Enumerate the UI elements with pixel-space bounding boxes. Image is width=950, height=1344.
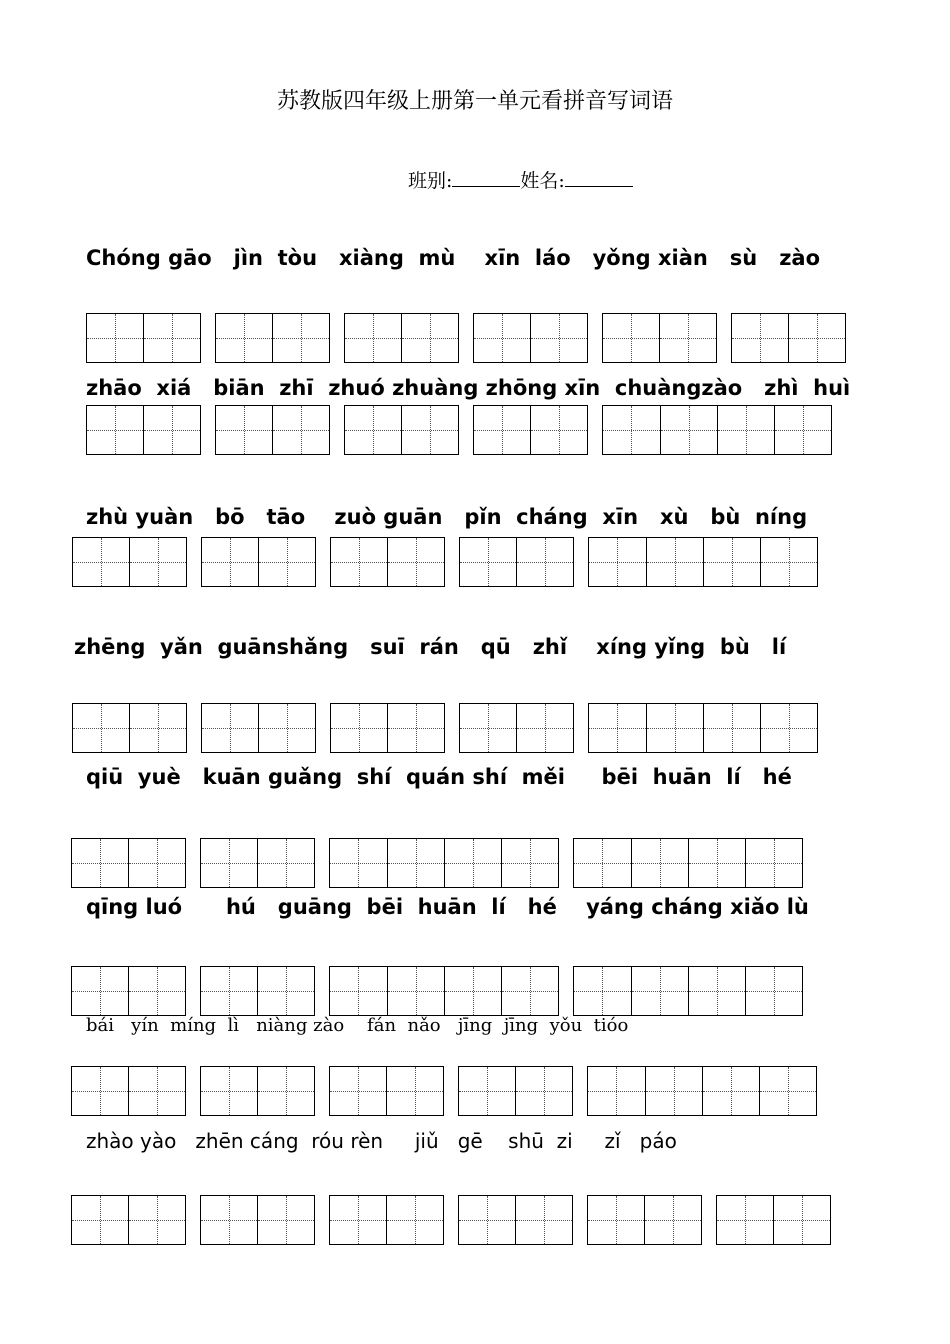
tianzige-box-group[interactable] bbox=[86, 405, 201, 455]
tianzige-cell[interactable] bbox=[444, 967, 501, 1015]
tianzige-cell[interactable] bbox=[387, 967, 444, 1015]
tianzige-cell[interactable] bbox=[644, 1196, 701, 1244]
tianzige-cell[interactable] bbox=[631, 967, 688, 1015]
tianzige-box-group[interactable] bbox=[573, 838, 803, 888]
class-blank[interactable] bbox=[452, 168, 520, 187]
tianzige-cell[interactable] bbox=[387, 839, 444, 887]
tianzige-box-group[interactable] bbox=[329, 1195, 444, 1245]
tianzige-cell[interactable] bbox=[73, 538, 129, 586]
tianzige-cell[interactable] bbox=[202, 538, 258, 586]
tianzige-cell[interactable] bbox=[717, 406, 774, 454]
tianzige-cell[interactable] bbox=[201, 967, 257, 1015]
tianzige-cell[interactable] bbox=[257, 1196, 314, 1244]
tianzige-cell[interactable] bbox=[574, 839, 631, 887]
tianzige-cell[interactable] bbox=[257, 967, 314, 1015]
tianzige-cell[interactable] bbox=[386, 1067, 443, 1115]
tianzige-cell[interactable] bbox=[760, 704, 817, 752]
tianzige-box-group[interactable] bbox=[215, 405, 330, 455]
tianzige-cell[interactable] bbox=[474, 406, 530, 454]
tianzige-box-group[interactable] bbox=[200, 1066, 315, 1116]
tianzige-cell[interactable] bbox=[460, 704, 516, 752]
tianzige-cell[interactable] bbox=[589, 704, 646, 752]
tianzige-box-group[interactable] bbox=[330, 703, 445, 753]
tianzige-cell[interactable] bbox=[272, 314, 329, 362]
tianzige-box-group[interactable] bbox=[587, 1195, 702, 1245]
tianzige-box-group[interactable] bbox=[71, 966, 186, 1016]
tianzige-cell[interactable] bbox=[774, 406, 831, 454]
tianzige-cell[interactable] bbox=[574, 967, 631, 1015]
tianzige-cell[interactable] bbox=[87, 314, 143, 362]
tianzige-cell[interactable] bbox=[703, 538, 760, 586]
tianzige-cell[interactable] bbox=[459, 1067, 515, 1115]
tianzige-cell[interactable] bbox=[702, 1067, 759, 1115]
class-name-line bbox=[408, 166, 633, 193]
tianzige-cell[interactable] bbox=[515, 1067, 572, 1115]
tianzige-cell[interactable] bbox=[659, 314, 716, 362]
tianzige-cell[interactable] bbox=[257, 1067, 314, 1115]
pinyin-row-4: zhēng yǎn guānshǎng suī rán qū zhǐ xíng yǐng bù lí bbox=[74, 635, 787, 659]
tianzige-cell[interactable] bbox=[501, 839, 558, 887]
pinyin-row-8: zhào yào zhēn cáng róu rèn jiǔ gē shū zi zǐ páo bbox=[86, 1129, 677, 1153]
tianzige-cell[interactable] bbox=[72, 1196, 128, 1244]
tianzige-cell[interactable] bbox=[745, 967, 802, 1015]
tianzige-box-group[interactable] bbox=[473, 313, 588, 363]
name-blank[interactable] bbox=[565, 168, 633, 187]
name-label: 姓名: bbox=[520, 170, 565, 192]
tianzige-box-group[interactable] bbox=[458, 1195, 573, 1245]
tianzige-cell[interactable] bbox=[201, 1196, 257, 1244]
tianzige-box-group[interactable] bbox=[71, 1066, 186, 1116]
tianzige-box-group[interactable] bbox=[72, 703, 187, 753]
tianzige-box-group[interactable] bbox=[459, 537, 574, 587]
tianzige-cell[interactable] bbox=[258, 704, 315, 752]
tianzige-cell[interactable] bbox=[717, 1196, 773, 1244]
tianzige-box-group[interactable] bbox=[215, 313, 330, 363]
tianzige-cell[interactable] bbox=[272, 406, 329, 454]
tianzige-cell[interactable] bbox=[401, 314, 458, 362]
tianzige-cell[interactable] bbox=[201, 839, 257, 887]
tianzige-cell[interactable] bbox=[216, 314, 272, 362]
class-label: 班别: bbox=[408, 170, 453, 192]
tianzige-box-group[interactable] bbox=[200, 966, 315, 1016]
pinyin-row-3: zhù yuàn bō tāo zuò guān pǐn cháng xīn xù bù níng bbox=[86, 505, 808, 529]
tianzige-cell[interactable] bbox=[788, 314, 845, 362]
tianzige-cell[interactable] bbox=[732, 314, 788, 362]
tianzige-cell[interactable] bbox=[660, 406, 717, 454]
tianzige-cell[interactable] bbox=[87, 406, 143, 454]
tianzige-cell[interactable] bbox=[72, 839, 128, 887]
tianzige-cell[interactable] bbox=[128, 967, 185, 1015]
tianzige-cell[interactable] bbox=[588, 1196, 644, 1244]
tianzige-box-group[interactable] bbox=[200, 1195, 315, 1245]
tianzige-cell[interactable] bbox=[143, 314, 200, 362]
tianzige-cell[interactable] bbox=[202, 704, 258, 752]
tianzige-cell[interactable] bbox=[759, 1067, 816, 1115]
tianzige-cell[interactable] bbox=[73, 704, 129, 752]
tianzige-cell[interactable] bbox=[330, 1196, 386, 1244]
tianzige-cell[interactable] bbox=[331, 704, 387, 752]
tianzige-box-group[interactable] bbox=[330, 537, 445, 587]
tianzige-box-group[interactable] bbox=[201, 703, 316, 753]
tianzige-cell[interactable] bbox=[387, 704, 444, 752]
tianzige-cell[interactable] bbox=[688, 839, 745, 887]
tianzige-box-group[interactable] bbox=[716, 1195, 831, 1245]
tianzige-cell[interactable] bbox=[745, 839, 802, 887]
tianzige-cell[interactable] bbox=[646, 704, 703, 752]
pinyin-row-2: zhāo xiá biān zhī zhuó zhuàng zhōng xīn chuàngzào zhì huì bbox=[86, 376, 851, 400]
tianzige-cell[interactable] bbox=[603, 314, 659, 362]
pinyin-row-1: Chóng gāo jìn tòu xiàng mù xīn láo yǒng xiàn sù zào bbox=[86, 246, 821, 270]
tianzige-box-group[interactable] bbox=[72, 537, 187, 587]
tianzige-box-group[interactable] bbox=[588, 537, 818, 587]
tianzige-box-group[interactable] bbox=[71, 1195, 186, 1245]
tianzige-box-group[interactable] bbox=[200, 838, 315, 888]
tianzige-cell[interactable] bbox=[72, 1067, 128, 1115]
tianzige-cell[interactable] bbox=[129, 538, 186, 586]
tianzige-cell[interactable] bbox=[143, 406, 200, 454]
tianzige-box-group[interactable] bbox=[602, 405, 832, 455]
tianzige-cell[interactable] bbox=[760, 538, 817, 586]
tianzige-cell[interactable] bbox=[128, 1196, 185, 1244]
tianzige-cell[interactable] bbox=[257, 839, 314, 887]
tianzige-box-group[interactable] bbox=[459, 703, 574, 753]
tianzige-cell[interactable] bbox=[688, 967, 745, 1015]
tianzige-cell[interactable] bbox=[459, 1196, 515, 1244]
tianzige-cell[interactable] bbox=[703, 704, 760, 752]
tianzige-box-group[interactable] bbox=[329, 966, 559, 1016]
tianzige-box-group[interactable] bbox=[588, 703, 818, 753]
tianzige-cell[interactable] bbox=[516, 538, 573, 586]
tianzige-cell[interactable] bbox=[330, 1067, 386, 1115]
tianzige-box-group[interactable] bbox=[573, 966, 803, 1016]
tianzige-cell[interactable] bbox=[603, 406, 660, 454]
tianzige-cell[interactable] bbox=[128, 839, 185, 887]
tianzige-cell[interactable] bbox=[773, 1196, 830, 1244]
tianzige-box-group[interactable] bbox=[458, 1066, 573, 1116]
tianzige-box-group[interactable] bbox=[731, 313, 846, 363]
tianzige-box-group[interactable] bbox=[71, 838, 186, 888]
tianzige-cell[interactable] bbox=[331, 538, 387, 586]
tianzige-cell[interactable] bbox=[631, 839, 688, 887]
tianzige-cell[interactable] bbox=[589, 538, 646, 586]
tianzige-cell[interactable] bbox=[515, 1196, 572, 1244]
tianzige-cell[interactable] bbox=[128, 1067, 185, 1115]
tianzige-cell[interactable] bbox=[460, 538, 516, 586]
tianzige-box-group[interactable] bbox=[201, 537, 316, 587]
tianzige-box-group[interactable] bbox=[344, 313, 459, 363]
page-title: 苏教版四年级上册第一单元看拼音写词语 bbox=[276, 89, 673, 114]
tianzige-cell[interactable] bbox=[530, 314, 587, 362]
tianzige-cell[interactable] bbox=[501, 967, 558, 1015]
tianzige-cell[interactable] bbox=[330, 967, 387, 1015]
tianzige-cell[interactable] bbox=[258, 538, 315, 586]
tianzige-box-group[interactable] bbox=[602, 313, 717, 363]
tianzige-cell[interactable] bbox=[645, 1067, 702, 1115]
tianzige-box-group[interactable] bbox=[473, 405, 588, 455]
tianzige-cell[interactable] bbox=[345, 406, 401, 454]
pinyin-row-6: qīng luó hú guāng bēi huān lí hé yáng cháng xiǎo lù bbox=[86, 895, 809, 919]
pinyin-row-5: qiū yuè kuān guǎng shí quán shí měi bēi huān lí hé bbox=[86, 765, 792, 789]
tianzige-cell[interactable] bbox=[646, 538, 703, 586]
tianzige-cell[interactable] bbox=[444, 839, 501, 887]
tianzige-cell[interactable] bbox=[330, 839, 387, 887]
tianzige-box-group[interactable] bbox=[329, 838, 559, 888]
tianzige-cell[interactable] bbox=[345, 314, 401, 362]
tianzige-cell[interactable] bbox=[474, 314, 530, 362]
pinyin-row-7: bái yín míng lì niàng zào fán nǎo jīng jīng yǒu tióo bbox=[86, 1015, 629, 1036]
tianzige-box-group[interactable] bbox=[587, 1066, 817, 1116]
tianzige-cell[interactable] bbox=[387, 538, 444, 586]
tianzige-box-group[interactable] bbox=[86, 313, 201, 363]
tianzige-cell[interactable] bbox=[386, 1196, 443, 1244]
tianzige-box-group[interactable] bbox=[329, 1066, 444, 1116]
tianzige-cell[interactable] bbox=[401, 406, 458, 454]
tianzige-cell[interactable] bbox=[72, 967, 128, 1015]
tianzige-cell[interactable] bbox=[129, 704, 186, 752]
tianzige-box-group[interactable] bbox=[344, 405, 459, 455]
tianzige-cell[interactable] bbox=[216, 406, 272, 454]
tianzige-cell[interactable] bbox=[530, 406, 587, 454]
tianzige-cell[interactable] bbox=[201, 1067, 257, 1115]
tianzige-cell[interactable] bbox=[516, 704, 573, 752]
tianzige-cell[interactable] bbox=[588, 1067, 645, 1115]
